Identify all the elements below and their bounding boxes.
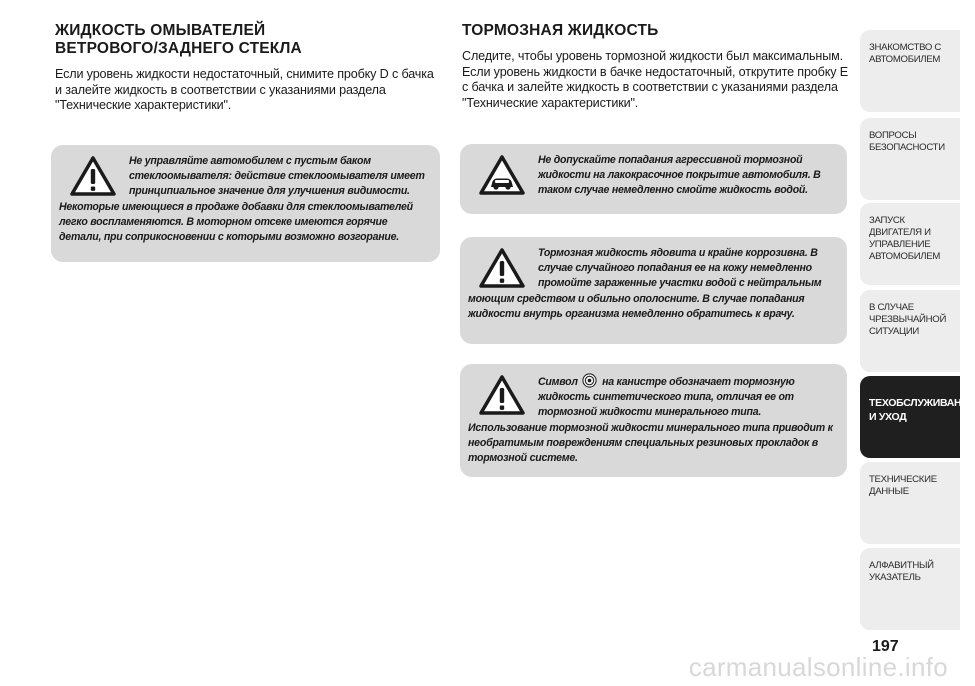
warning-text: Не допускайте попадания агрессивной тормозной жидкости на лакокрасочное покрытие автомобиля. В таком случае немедленно смойте жидкость водой.: [538, 154, 821, 197]
heading-line-2: ВЕТРОВОГО/ЗАДНЕГО СТЕКЛА: [55, 40, 302, 57]
tab-maintenance[interactable]: ТЕХОБСЛУЖИВАНИЕ И УХОД: [860, 376, 960, 458]
warning-text: Не управляйте автомобилем с пустым баком стеклоомывателя: действие стеклоомывателя имеет принципиальное значение для улучшения видимости. Некоторые имеющиеся в продаже добавки для стеклоомывателей легко воспламеняются. В моторном отсеке имеются горячие детали, при соприкосновении с которыми возможно возгорание.: [59, 155, 425, 244]
tab-introduction[interactable]: ЗНАКОМСТВО С АВТОМОБИЛЕМ: [860, 30, 960, 112]
warning-box-washer: [51, 145, 440, 262]
warning-box-symbol: [460, 364, 847, 477]
symbol-text-after: на канистре обозначает тормозную жидкость синтетического типа, отличая ее от тормозной жидкости минерального типа. Использование тормозной жидкости минерального типа приводит к необратимым повреждениям специальных резиновых прокладок в тормозной системе.: [468, 376, 833, 465]
brake-fluid-section: [462, 22, 848, 111]
watermark: carmanualsonline.info: [688, 652, 948, 682]
tab-emergency[interactable]: В СЛУЧАЕ ЧРЕЗВЫЧАЙНОЙ СИТУАЦИИ: [860, 290, 960, 372]
warning-triangle-icon: [65, 154, 121, 198]
washer-fluid-section: [55, 22, 441, 114]
brake-fluid-paragraph: Следите, чтобы уровень тормозной жидкости был максимальным. Если уровень жидкости в бачке недостаточный, открутите пробку E с бачка и залейте жидкость в соответствии с указаниями раздела "Технические характеристики".: [462, 49, 848, 110]
section-heading: ТОРМОЗНАЯ ЖИДКОСТЬ: [462, 22, 659, 39]
section-heading: [55, 22, 441, 58]
tab-technical-data[interactable]: ТЕХНИЧЕСКИЕ ДАННЫЕ: [860, 462, 960, 544]
heading-line-1: ЖИДКОСТЬ ОМЫВАТЕЛЕЙ: [55, 22, 266, 39]
warning-triangle-icon: [474, 373, 530, 417]
warning-triangle-icon: [474, 246, 530, 290]
brake-fluid-symbol-icon: [582, 373, 597, 388]
tab-safety[interactable]: ВОПРОСЫ БЕЗОПАСНОСТИ: [860, 118, 960, 200]
page-number: 197: [872, 638, 899, 655]
tab-starting-driving[interactable]: ЗАПУСК ДВИГАТЕЛЯ И УПРАВЛЕНИЕ АВТОМОБИЛЕМ: [860, 203, 960, 285]
car-warning-icon: [474, 153, 530, 197]
symbol-text-before: Символ: [538, 376, 578, 388]
warning-box-paint: [460, 144, 847, 214]
tab-index[interactable]: АЛФАВИТНЫЙ УКАЗАТЕЛЬ: [860, 548, 960, 630]
warning-text: Тормозная жидкость ядовита и крайне коррозивна. В случае случайного попадания ее на кожу немедленно промойте зараженные участки водой с нейтральным моющим средством и обильно ополосните. В случае попадания жидкости внутрь организма немедленно обратитесь к врачу.: [468, 247, 822, 320]
washer-fluid-paragraph: Если уровень жидкости недостаточный, снимите пробку D с бачка и залейте жидкость в соответствии с указаниями раздела "Технические характеристики".: [55, 67, 434, 113]
warning-box-corrosive: [460, 237, 847, 344]
